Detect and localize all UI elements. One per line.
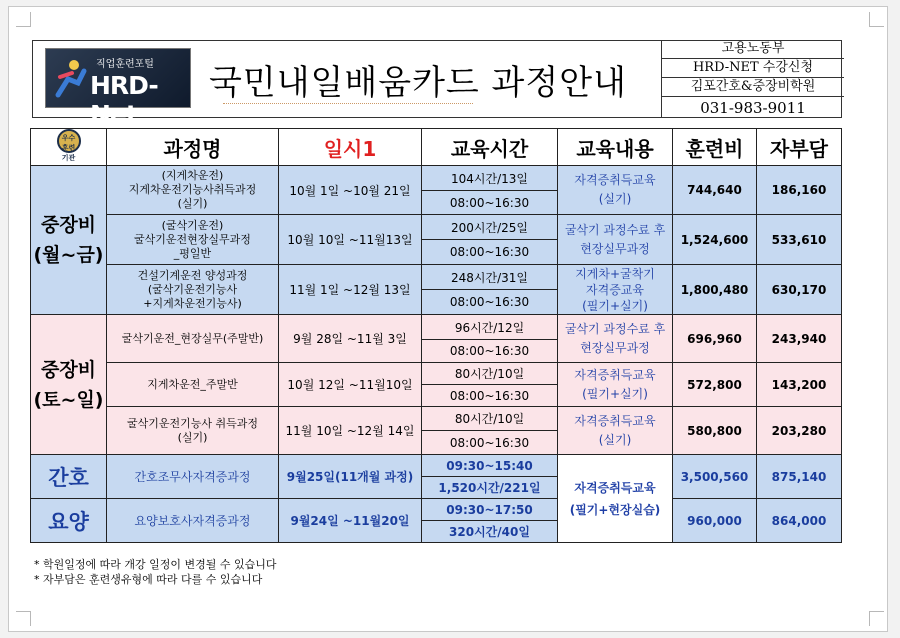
course-time: 08:00~16:30 — [422, 340, 558, 363]
course-date: 10월 1일 ~10월 21일 — [279, 166, 422, 215]
col-self-pay: 자부담 — [757, 129, 842, 166]
table-row — [31, 215, 842, 240]
table-row — [31, 363, 842, 385]
course-self-pay: 875,140 — [757, 455, 842, 499]
corner-mark — [16, 12, 31, 27]
course-time: 08:00~16:30 — [422, 385, 558, 407]
course-fee: 1,524,600 — [673, 215, 757, 265]
course-hours: 80시간/10일 — [422, 363, 558, 385]
table-row — [31, 265, 842, 290]
course-hours: 80시간/10일 — [422, 407, 558, 431]
title-underline — [223, 103, 473, 104]
course-fee: 572,800 — [673, 363, 757, 407]
course-content: 굴삭기 과정수료 후 현장실무과정 — [558, 315, 673, 363]
course-time: 08:00~16:30 — [422, 431, 558, 455]
header-box — [32, 40, 842, 129]
table-header-row — [31, 129, 842, 166]
course-name: (지게차운전) 지게차운전기능사취득과정 (실기) — [107, 166, 279, 215]
logo-hrd-text: HRD-Net — [90, 71, 158, 129]
col-fee: 훈련비 — [673, 129, 757, 166]
course-content: 자격증취득교육 (필기+실기) — [558, 363, 673, 407]
footnote-self-pay: * 자부담은 훈련생유형에 따라 다를 수 있습니다 — [34, 573, 263, 586]
course-hours: 320시간/40일 — [422, 521, 558, 543]
table-row — [31, 315, 842, 340]
table-row — [31, 407, 842, 431]
course-table — [30, 128, 842, 543]
course-self-pay: 203,280 — [757, 407, 842, 455]
course-hours: 200시간/25일 — [422, 215, 558, 240]
course-time: 09:30~15:40 — [422, 455, 558, 477]
info-box — [661, 40, 844, 118]
course-fee: 696,960 — [673, 315, 757, 363]
course-name: 굴삭기운전기능사 취득과정 (실기) — [107, 407, 279, 455]
col-date: 일시1 — [279, 129, 422, 166]
course-name: 건설기계운전 양성과정 (굴삭기운전기능사 +지게차운전기능사) — [107, 265, 279, 315]
badge-cell — [31, 129, 107, 166]
page-title: 국민내일배움카드 과정안내 — [209, 63, 627, 103]
table-row — [31, 499, 842, 521]
course-date: 9월25일(11개월 과정) — [279, 455, 422, 499]
course-hours: 1,520시간/221일 — [422, 477, 558, 499]
course-time: 08:00~16:30 — [422, 240, 558, 265]
course-fee: 3,500,560 — [673, 455, 757, 499]
course-name: (굴삭기운전) 굴삭기운전현장실무과정 _평일반 — [107, 215, 279, 265]
footnotes — [34, 557, 277, 587]
category-weekend: 중장비 (토~일) — [31, 315, 107, 455]
course-self-pay: 186,160 — [757, 166, 842, 215]
corner-mark — [869, 12, 884, 27]
course-self-pay: 864,000 — [757, 499, 842, 543]
course-date: 10월 12일 ~11월10일 — [279, 363, 422, 407]
logo-portal-text: 직업훈련포털 — [96, 59, 154, 70]
course-date: 11월 10일 ~12월 14일 — [279, 407, 422, 455]
corner-mark — [16, 611, 31, 626]
course-hours: 104시간/13일 — [422, 166, 558, 191]
col-content: 교육내용 — [558, 129, 673, 166]
course-name: 굴삭기운전_현장실무(주말반) — [107, 315, 279, 363]
category-care: 요양 — [31, 499, 107, 543]
course-time: 09:30~17:50 — [422, 499, 558, 521]
course-content: 자격증취득교육 (실기) — [558, 166, 673, 215]
course-time: 08:00~16:30 — [422, 290, 558, 315]
course-content: 자격증취득교육 (실기) — [558, 407, 673, 455]
course-self-pay: 630,170 — [757, 265, 842, 315]
category-weekday: 중장비 (월~금) — [31, 166, 107, 315]
course-date: 9월 28일 ~11월 3일 — [279, 315, 422, 363]
runner-icon — [54, 57, 88, 99]
course-name: 간호조무사자격증과정 — [107, 455, 279, 499]
col-hours: 교육시간 — [422, 129, 558, 166]
course-fee: 580,800 — [673, 407, 757, 455]
course-content: 자격증취득교육 (필기+현장실습) — [558, 455, 673, 543]
hrd-net-logo — [45, 48, 191, 129]
category-nursing: 간호 — [31, 455, 107, 499]
course-name: 요양보호사자격증과정 — [107, 499, 279, 543]
footnote-schedule: * 학원일정에 따라 개강 일정이 변경될 수 있습니다 — [34, 558, 277, 571]
course-date: 11월 1일 ~12월 13일 — [279, 265, 422, 315]
course-date: 9월24일 ~11월20일 — [279, 499, 422, 543]
table-row — [31, 455, 842, 477]
info-registration: HRD-NET 수강신청 — [662, 59, 844, 78]
course-fee: 960,000 — [673, 499, 757, 543]
course-name: 지게차운전_주말반 — [107, 363, 279, 407]
course-content: 지게차+굴착기 자격증교육 (필기+실기) — [558, 265, 673, 315]
info-academy: 김포간호&중장비학원 — [662, 78, 844, 97]
course-hours: 96시간/12일 — [422, 315, 558, 340]
info-ministry: 고용노동부 — [662, 40, 844, 59]
course-content: 굴삭기 과정수료 후 현장실무과정 — [558, 215, 673, 265]
course-self-pay: 533,610 — [757, 215, 842, 265]
course-self-pay: 243,940 — [757, 315, 842, 363]
table-row — [31, 166, 842, 191]
info-phone: 031-983-9011 — [700, 99, 806, 117]
course-date: 10월 10일 ~11월13일 — [279, 215, 422, 265]
corner-mark — [869, 611, 884, 626]
col-course: 과정명 — [107, 129, 279, 166]
course-self-pay: 143,200 — [757, 363, 842, 407]
course-fee: 744,640 — [673, 166, 757, 215]
course-time: 08:00~16:30 — [422, 191, 558, 215]
course-fee: 1,800,480 — [673, 265, 757, 315]
course-hours: 248시간/31일 — [422, 265, 558, 290]
excellence-badge-icon: 우수 훈련기관 — [57, 129, 81, 153]
